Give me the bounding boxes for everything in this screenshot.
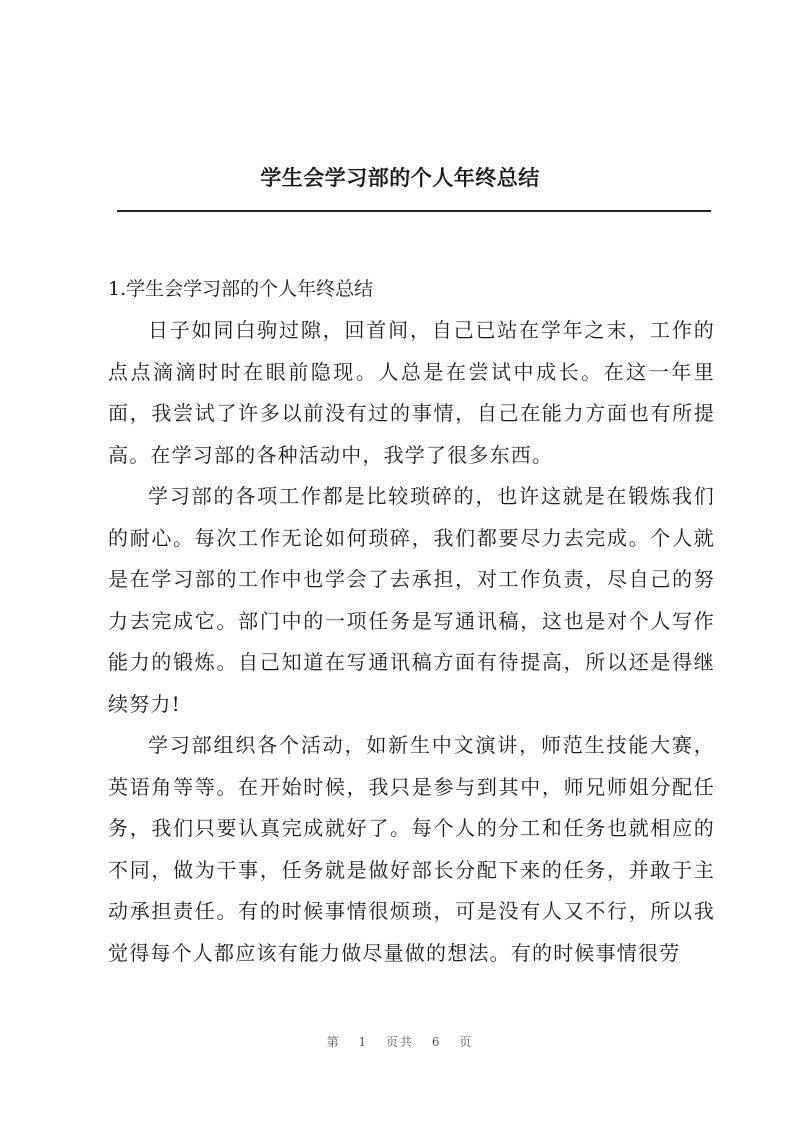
footer-total-pages: 6: [431, 1035, 442, 1049]
footer-middle: 页共: [385, 1035, 414, 1049]
paragraph-1: 日子如同白驹过隙，回首间，自己已站在学年之末，工作的点点滴滴时时在眼前隐现。人总是在尝试中成长。在这一年里面，我尝试了许多以前没有过的事情，自己在能力方面也有所提高。在学习部的各种活动中，我学了很多东西。: [108, 318, 715, 467]
paragraph-3: 学习部组织各个活动，如新生中文演讲，师范生技能大赛，英语角等等。在开始时候，我只是参与到其中，师兄师姐分配任务，我们只要认真完成就好了。每个人的分工和任务也就相应的不同，做为干事，任务就是做好部长分配下来的任务，并敢于主动承担责任。有的时候事情很烦琐，可是没有人又不行，所以我觉得每个人都应该有能力做尽量做的想法。有的时候事情很劳: [108, 733, 715, 965]
document-title: 学生会学习部的个人年终总结: [260, 166, 540, 190]
section-heading: 1.学生会学习部的个人年终总结: [108, 278, 374, 300]
page-footer: [0, 1033, 800, 1050]
title-divider: [117, 210, 711, 212]
document-body: [108, 268, 715, 974]
footer-prefix: 第: [326, 1035, 341, 1049]
footer-suffix: 页: [459, 1035, 474, 1049]
footer-page-number: 1: [358, 1035, 369, 1049]
paragraph-2: 学习部的各项工作都是比较琐碎的，也许这就是在锻炼我们的耐心。每次工作无论如何琐碎，我们都要尽力去完成。个人就是在学习部的工作中也学会了去承担，对工作负责，尽自己的努力去完成它。部门中的一项任务是写通讯稿，这也是对个人写作能力的锻炼。自己知道在写通讯稿方面有待提高，所以还是得继续努力!: [108, 484, 715, 716]
